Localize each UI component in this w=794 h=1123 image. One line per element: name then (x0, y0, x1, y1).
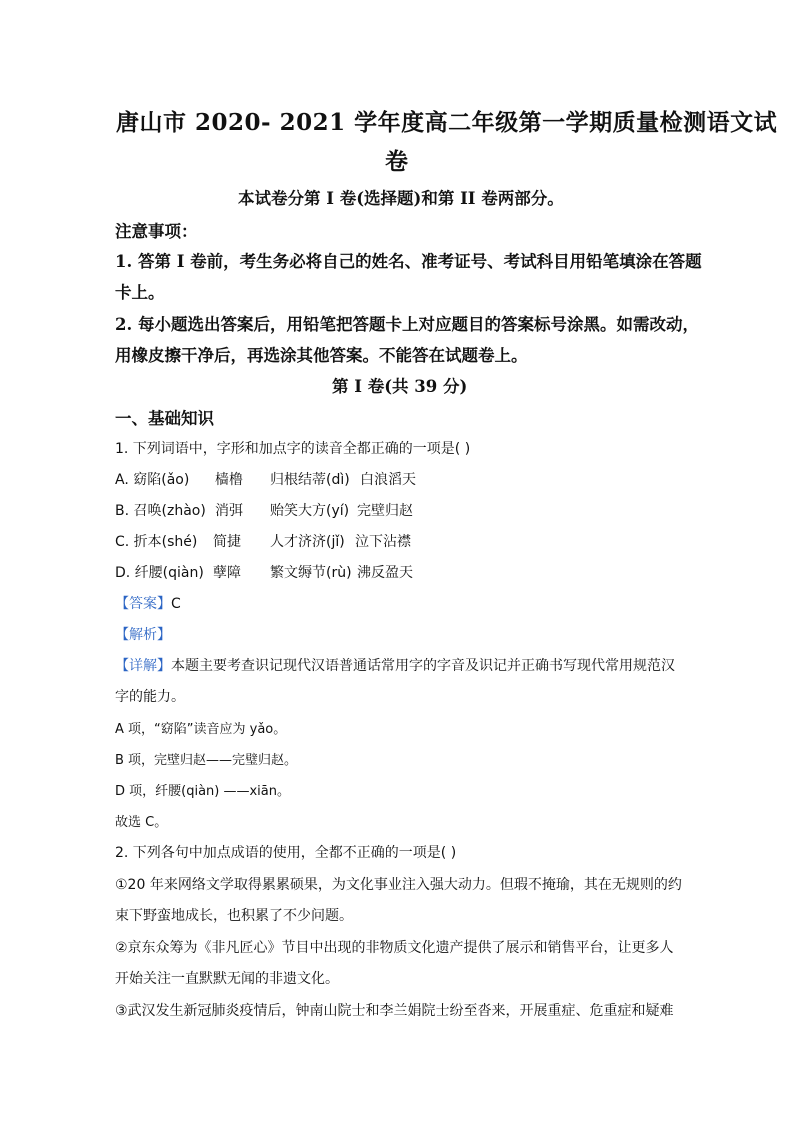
question2-sentence1-line2: 束下野蛮地成长，也积累了不少问题。 (115, 908, 353, 924)
option-label: C. 折本(shé) (115, 534, 198, 550)
part1-heading: 第 I 卷(共 39 分) (332, 377, 468, 396)
note-b: B 项，完壁归赵——完璧归赵。 (115, 753, 298, 768)
notice-item1-line2: 卡上。 (115, 283, 165, 302)
option-word: 孽障 (213, 565, 241, 581)
conclusion: 故选 C。 (115, 815, 168, 830)
option-word: 沸反盈天 (357, 565, 413, 581)
detail-line2: 字的能力。 (115, 689, 185, 705)
question1-stem: 1. 下列词语中，字形和加点字的读音全都正确的一项是( ) (115, 441, 471, 457)
option-word: 人才济济(jǐ) (270, 534, 345, 550)
notice-item2-line2: 用橡皮擦干净后，再选涂其他答案。不能答在试题卷上。 (115, 346, 528, 365)
answer-line (115, 593, 181, 613)
question2-sentence3-line1: ③武汉发生新冠肺炎疫情后，钟南山院士和李兰娟院士纷至沓来，开展重症、危重症和疑难 (115, 1003, 674, 1019)
option-word: 简捷 (213, 534, 241, 550)
exam-subtitle: 本试卷分第 I 卷(选择题)和第 II 卷两部分。 (238, 189, 564, 208)
notice-item1-line1: 1. 答第 I 卷前，考生务必将自己的姓名、准考证号、考试科目用铅笔填涂在答题 (115, 252, 702, 271)
option-word: 繁文缛节(rù) (270, 565, 352, 581)
option-word: 樯橹 (215, 472, 243, 488)
option-word: 完壁归赵 (357, 503, 413, 519)
option-label: A. 窈陷(ǎo) (115, 472, 190, 488)
detail-text: 本题主要考查识记现代汉语普通话常用字的字音及识记并正确书写现代常用规范汉 (171, 658, 675, 674)
option-word: 贻笑大方(yí) (270, 503, 350, 519)
note-a: A 项，“窈陷”读音应为 yǎo。 (115, 722, 287, 737)
answer-tag: 【答案】 (115, 596, 171, 612)
option-word: 白浪滔天 (360, 472, 416, 488)
notice-heading: 注意事项： (115, 222, 198, 241)
option-word: 泣下沾襟 (355, 534, 411, 550)
notice-item2-line1: 2. 每小题选出答案后，用铅笔把答题卡上对应题目的答案标号涂黑。如需改动， (115, 315, 699, 334)
option-word: 归根结蒂(dì) (270, 472, 350, 488)
detail-line1 (115, 655, 675, 675)
question2-sentence2-line1: ②京东众筹为《非凡匠心》节目中出现的非物质文化遗产提供了展示和销售平台，让更多人 (115, 940, 674, 956)
analysis-tag: 【解析】 (115, 627, 171, 643)
detail-tag: 【详解】 (115, 658, 171, 674)
exam-title-line1: 唐山市 2020- 2021 学年度高二年级第一学期质量检测语文试 (116, 109, 778, 136)
question2-sentence1-line1: ①20 年来网络文学取得累累硕果，为文化事业注入强大动力。但瑕不掩瑜，其在无规则的约 (115, 877, 682, 893)
option-label: D. 纤腰(qiàn) (115, 565, 204, 581)
question2-stem: 2. 下列各句中加点成语的使用，全都不正确的一项是( ) (115, 845, 457, 861)
note-d: D 项，纤腰(qiàn) ——xiān。 (115, 784, 290, 799)
section-heading: 一、基础知识 (115, 409, 214, 428)
exam-title-line2: 卷 (385, 148, 409, 175)
option-word: 消弭 (215, 503, 243, 519)
option-label: B. 召唤(zhào) (115, 503, 206, 519)
question2-sentence2-line2: 开始关注一直默默无闻的非遗文化。 (115, 971, 339, 987)
analysis-line (115, 624, 171, 644)
answer-value: C (171, 596, 181, 612)
